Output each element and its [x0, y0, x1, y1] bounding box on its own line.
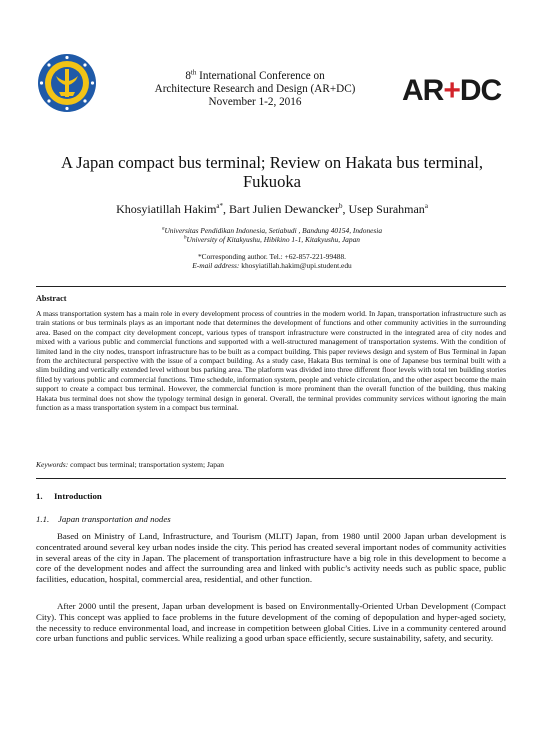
corresponding-email: E-mail address: khosyiatillah.hakim@upi.student.edu: [192, 261, 352, 270]
author-list: Khosyiatillah Hakim$^{a*}$, Bart Julien Dewancker$^b$, Usep Surahman$^a$: [116, 202, 428, 216]
section-heading: 1. Introduction: [36, 491, 102, 501]
ar-dc-logo: AR+DC: [402, 74, 502, 107]
author: Khosyiatillah Hakim: [116, 202, 217, 216]
conference-line-3: November 1-2, 2016: [208, 96, 302, 109]
keywords: Keywords: compact bus terminal; transportation system; Japan: [36, 460, 225, 469]
title-line-1: A Japan compact bus terminal; Review on Hakata bus terminal,: [60, 153, 484, 172]
conference-line-2: Architecture Research and Design (AR+DC): [154, 83, 356, 96]
abstract-heading: Abstract: [36, 294, 67, 303]
abstract-body: A mass transportation system has a main role in every development process of countries in the modern world. In Japan, transportation infrastructure such as train stations or bus terminals plays as an important node that determines the development of functions and other community activities in the surrounding area. Based on the compact city development concept, various types of transport infrastructure were constructed in the integrated area of city nodes and mixed with a various public and commercial functions and supported with a well-structured management of transportation systems. With the condition of limited land in the city nodes, transport infrastructure has to be built as a compact building. This paper reviews design and system of Bus Terminal in Japan from the architectural perspective with the issue of a compact building. As a study case, Hakata Bus terminal is one of Japanese bus terminal built with a slim building and vertically extended level without bus parking area. The platform was divided into three different floor levels with total ten building stories filled by various public and commercial functions. Time schedule, information system, people and vehicle circulation, and the other aspect become the main support to create a compact bus terminal. However, the commercial function is more prominent than the overall function of the building, thus making Hakata bus terminal does not show the typology terminal design in general. Overall, the terminal provides community services without ignoring the main function as a mass transportation system in a compact bus terminal.: [36, 309, 506, 413]
corresponding-phone: *Corresponding author. Tel.: +62-857-221-99488.: [197, 252, 347, 261]
university-emblem-icon: [36, 52, 98, 114]
subsection-heading: 1.1. Japan transportation and nodes: [36, 514, 171, 524]
author: Usep Surahman: [348, 202, 425, 216]
affiliation-a: $^a$Universitas Pendidikan Indonesia, Setiabudi , Bandung 40154, Indonesia: [161, 226, 383, 235]
body-paragraph-2: After 2000 until the present, Japan urban development is based on Environmentally-Oriented Urban Development (Compact City). This concept was applied to face problems in the future development of the coming of depopulation and hyper-aged society, the necessity to reduce environmental load, and increase in competition between global Cities. Live in a community centered around core urban functions and public services. While realizing a good urban space efficiently, secure sustainability, safety, and security.: [36, 601, 506, 644]
conference-line-1: 8th International Conference on: [185, 68, 325, 82]
conference-heading: [120, 70, 390, 110]
author: Bart Julien Dewancker: [229, 202, 339, 216]
paper-title: [30, 153, 514, 191]
top-divider: [36, 286, 506, 287]
affiliation-b: $^b$University of Kitakyushu, Hibikino 1-1, Kitakyushu, Japan: [184, 235, 360, 244]
bottom-divider: [36, 478, 506, 479]
title-line-2: Fukuoka: [242, 172, 302, 191]
affiliations: [30, 226, 514, 244]
body-paragraph-1: Based on Ministry of Land, Infrastructure, and Tourism (MLIT) Japan, from 1980 until 2000 Japan urban development is concentrated around several key urban nodes inside the city. This period has created several important nodes of community activities in several areas of the city in Japan. The placement of transportation infrastructure have a big role in this development to become a core of the development nodes and affect the surrounding area and linked with public’s activity needs such as public space, public facilities, education, hospital, commercial area, residential, and other function.: [36, 531, 506, 585]
corresponding-author: [30, 252, 514, 270]
